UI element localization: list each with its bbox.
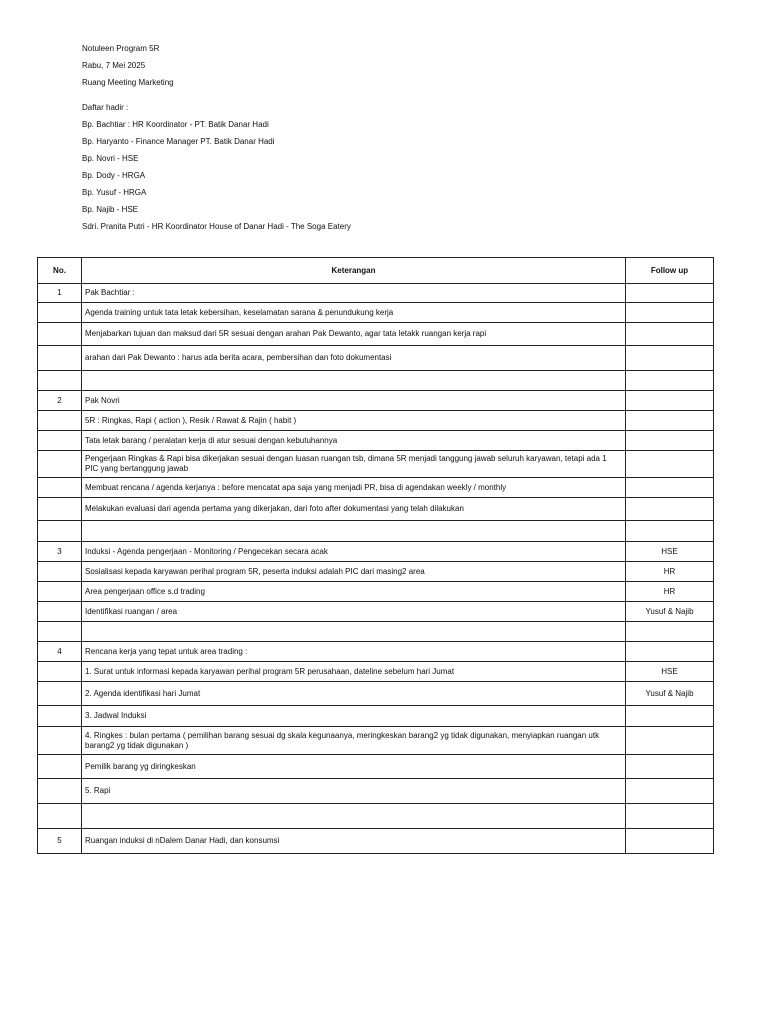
table-row — [38, 371, 714, 391]
attendee-item: Sdri. Pranita Putri - HR Koordinator House of Danar Hadi - The Soga Eatery — [82, 222, 351, 231]
cell-follow-up: Yusuf & Najib — [626, 682, 714, 706]
cell-no — [38, 371, 82, 391]
cell-follow-up — [626, 521, 714, 542]
cell-no: 1 — [38, 284, 82, 303]
cell-no — [38, 411, 82, 431]
cell-keterangan: Pak Novri — [82, 391, 626, 411]
cell-keterangan: 1. Surat untuk informasi kepada karyawan perihal program 5R perusahaan, dateline sebelum hari Jumat — [82, 662, 626, 682]
table-row — [38, 451, 714, 478]
attendee-list — [82, 116, 722, 235]
cell-keterangan: 3. Jadwal Induksi — [82, 706, 626, 727]
table-row — [38, 582, 714, 602]
cell-keterangan: Sosialisasi kepada karyawan perihal program 5R, peserta induksi adalah PIC dari masing2 area — [82, 562, 626, 582]
cell-no — [38, 804, 82, 829]
cell-follow-up: HSE — [626, 542, 714, 562]
cell-keterangan: Melakukan evaluasi dari agenda pertama yang dikerjakan, dari foto after dokumentasi yang telah dilakukan — [82, 498, 626, 521]
cell-no: 5 — [38, 829, 82, 854]
cell-no: 2 — [38, 391, 82, 411]
cell-follow-up — [626, 622, 714, 642]
table-row — [38, 284, 714, 303]
cell-follow-up — [626, 411, 714, 431]
cell-no — [38, 602, 82, 622]
cell-keterangan: Tata letak barang / peralatan kerja di atur sesuai dengan kebutuhannya — [82, 431, 626, 451]
cell-no — [38, 779, 82, 804]
attendance-title: Daftar hadir : — [82, 103, 129, 112]
cell-keterangan: Ruangan induksi di nDalem Danar Hadi, dan konsumsi — [82, 829, 626, 854]
cell-keterangan — [82, 804, 626, 829]
table-row — [38, 498, 714, 521]
cell-follow-up: Yusuf & Najib — [626, 602, 714, 622]
cell-keterangan: Membuat rencana / agenda kerjanya : before mencatat apa saja yang menjadi PR, bisa di agendakan weekly / monthly — [82, 478, 626, 498]
table-row — [38, 562, 714, 582]
cell-keterangan: Identifikasi ruangan / area — [82, 602, 626, 622]
cell-follow-up — [626, 727, 714, 755]
cell-keterangan: Menjabarkan tujuan dan maksud dari 5R sesuai dengan arahan Pak Dewanto, agar tata letakk ruangan kerja rapi — [82, 323, 626, 346]
cell-keterangan: 5R : Ringkas, Rapi ( action ), Resik / Rawat & Rajin ( habit ) — [82, 411, 626, 431]
cell-follow-up: HR — [626, 562, 714, 582]
cell-follow-up — [626, 451, 714, 478]
cell-follow-up — [626, 431, 714, 451]
cell-no — [38, 662, 82, 682]
cell-keterangan — [82, 371, 626, 391]
table-row — [38, 521, 714, 542]
table-row — [38, 391, 714, 411]
cell-no — [38, 498, 82, 521]
table-row — [38, 662, 714, 682]
cell-keterangan: Pengerjaan Ringkas & Rapi bisa dikerjakan sesuai dengan luasan ruangan tsb, dimana 5R menjadi tanggung jawab seluruh karyawan, tetapi ada 1 PIC yang bertanggung jawab — [82, 451, 626, 478]
header-follow-up: Follow up — [626, 258, 714, 284]
cell-no — [38, 582, 82, 602]
table-row — [38, 642, 714, 662]
table-row — [38, 682, 714, 706]
table-row — [38, 804, 714, 829]
header-spacer — [82, 91, 722, 99]
header-no: No. — [38, 258, 82, 284]
cell-no — [38, 521, 82, 542]
minutes-body — [38, 284, 714, 854]
cell-no — [38, 323, 82, 346]
cell-no: 4 — [38, 642, 82, 662]
cell-follow-up — [626, 371, 714, 391]
table-row — [38, 602, 714, 622]
cell-follow-up — [626, 346, 714, 371]
cell-keterangan: Induksi - Agenda pengerjaan - Monitoring / Pengecekan secara acak — [82, 542, 626, 562]
table-row — [38, 706, 714, 727]
cell-follow-up — [626, 642, 714, 662]
cell-no — [38, 562, 82, 582]
cell-no — [38, 346, 82, 371]
cell-keterangan: 4. Ringkes : bulan pertama ( pemilihan barang sesuai dg skala kegunaanya, meringkeskan barang2 yg tidak digunakan, menyiapkan ruangan utk barang2 yg tidak digunakan ) — [82, 727, 626, 755]
cell-keterangan: arahan dari Pak Dewanto : harus ada berita acara, pembersihan dan foto dokumentasi — [82, 346, 626, 371]
cell-no — [38, 706, 82, 727]
cell-no — [38, 451, 82, 478]
attendee-item: Bp. Dody - HRGA — [82, 171, 146, 180]
cell-keterangan: Pemilik barang yg diringkeskan — [82, 755, 626, 779]
cell-no: 3 — [38, 542, 82, 562]
cell-follow-up — [626, 303, 714, 323]
document-header — [82, 40, 722, 235]
table-row — [38, 622, 714, 642]
table-row — [38, 323, 714, 346]
cell-keterangan: Rencana kerja yang tepat untuk area trading : — [82, 642, 626, 662]
document-title: Notuleen Program 5R — [82, 44, 160, 53]
minutes-table — [37, 257, 714, 854]
cell-no — [38, 682, 82, 706]
table-row — [38, 755, 714, 779]
meeting-location: Ruang Meeting Marketing — [82, 78, 174, 87]
attendee-item: Bp. Yusuf - HRGA — [82, 188, 147, 197]
table-row — [38, 303, 714, 323]
cell-keterangan: Agenda training untuk tata letak kebersihan, keselamatan sarana & penundukung kerja — [82, 303, 626, 323]
attendee-item: Bp. Novri - HSE — [82, 154, 139, 163]
header-keterangan: Keterangan — [82, 258, 626, 284]
cell-follow-up — [626, 829, 714, 854]
table-row — [38, 829, 714, 854]
table-header-row — [38, 258, 714, 284]
table-row — [38, 779, 714, 804]
table-row — [38, 727, 714, 755]
table-row — [38, 542, 714, 562]
table-row — [38, 478, 714, 498]
cell-keterangan — [82, 521, 626, 542]
cell-no — [38, 478, 82, 498]
cell-keterangan: Area pengerjaan office s.d trading — [82, 582, 626, 602]
cell-no — [38, 431, 82, 451]
cell-keterangan: 2. Agenda identifikasi hari Jumat — [82, 682, 626, 706]
attendee-item: Bp. Bachtiar : HR Koordinator - PT. Batik Danar Hadi — [82, 120, 269, 129]
table-row — [38, 346, 714, 371]
cell-follow-up — [626, 706, 714, 727]
cell-keterangan: 5. Rapi — [82, 779, 626, 804]
cell-no — [38, 755, 82, 779]
cell-keterangan: Pak Bachtiar : — [82, 284, 626, 303]
cell-follow-up — [626, 498, 714, 521]
cell-follow-up — [626, 391, 714, 411]
table-row — [38, 411, 714, 431]
cell-follow-up: HR — [626, 582, 714, 602]
cell-follow-up — [626, 755, 714, 779]
cell-follow-up: HSE — [626, 662, 714, 682]
cell-follow-up — [626, 779, 714, 804]
cell-follow-up — [626, 804, 714, 829]
cell-no — [38, 622, 82, 642]
attendee-item: Bp. Haryanto - Finance Manager PT. Batik Danar Hadi — [82, 137, 275, 146]
cell-follow-up — [626, 284, 714, 303]
cell-follow-up — [626, 478, 714, 498]
meeting-date: Rabu, 7 Mei 2025 — [82, 61, 146, 70]
cell-follow-up — [626, 323, 714, 346]
cell-no — [38, 727, 82, 755]
attendee-item: Bp. Najib - HSE — [82, 205, 139, 214]
cell-keterangan — [82, 622, 626, 642]
table-row — [38, 431, 714, 451]
cell-no — [38, 303, 82, 323]
